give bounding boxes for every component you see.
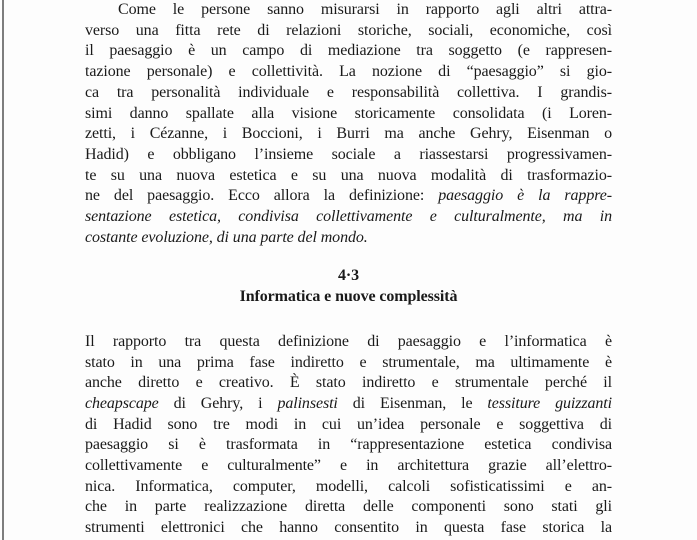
text-segment: anche diretto e creativo. È stato indiretto e strumentale perché il <box>85 374 612 392</box>
text-line <box>85 497 612 518</box>
paragraph-definizione-paesaggio <box>85 0 612 248</box>
section-number: 4·3 <box>337 267 360 285</box>
text-segment: che in parte realizzazione diretta delle componenti sono stati gli <box>85 498 612 516</box>
text-line <box>85 166 612 187</box>
text-line <box>85 83 612 104</box>
text-line <box>85 0 612 21</box>
text-segment: simi danno spallate alla visione storicamente consolidata (i Loren- <box>85 104 612 122</box>
italic-text-segment: palinsesti <box>277 394 338 412</box>
text-line <box>85 415 612 436</box>
text-segment: te su una nuova estetica e su una nuova modalità di trasformazio- <box>85 166 612 184</box>
section-heading <box>85 266 612 307</box>
text-line <box>85 104 612 125</box>
text-line <box>85 477 612 498</box>
text-segment: di Gehry, i <box>158 394 278 412</box>
text-block <box>85 0 612 539</box>
section-title: Informatica e nuove complessità <box>239 288 458 306</box>
text-line <box>85 41 612 62</box>
text-segment: Il rapporto tra questa definizione di paesaggio e l’informatica è <box>85 332 612 350</box>
text-segment: di Hadid sono tre modi in cui un’idea personale e soggettiva di <box>85 415 612 433</box>
text-segment: ca tra personalità individuale e responsabilità collettiva. I grandis- <box>85 83 612 101</box>
text-line <box>85 394 612 415</box>
text-line <box>85 353 612 374</box>
text-line <box>85 124 612 145</box>
italic-text-segment: costante evoluzione, di una parte del mondo. <box>85 228 368 246</box>
text-segment: di Eisenman, le <box>337 394 488 412</box>
text-line <box>85 332 612 353</box>
text-segment: ne del paesaggio. Ecco allora la definizione: <box>85 187 439 205</box>
text-line <box>85 62 612 83</box>
text-line <box>85 373 612 394</box>
text-line <box>85 21 612 42</box>
text-segment: Hadid) e obbligano l’insieme sociale a riassestarsi progressivamen- <box>85 145 612 163</box>
text-segment: paesaggio si è trasformata in “rappresentazione estetica condivisa <box>85 436 612 454</box>
italic-text-segment: paesaggio è la rappre- <box>438 187 612 205</box>
text-segment: verso una fitta rete di relazioni storiche, sociali, economiche, così <box>85 21 612 39</box>
text-segment: zetti, i Cézanne, i Boccioni, i Burri ma anche Gehry, Eisenman o <box>85 125 612 143</box>
paragraph-informatica-complessita <box>85 332 612 539</box>
text-segment: strumenti elettronici che hanno consentito in questa fase storica la <box>85 519 612 537</box>
italic-text-segment: tessiture guizzanti <box>487 394 612 412</box>
text-line <box>85 228 612 249</box>
italic-text-segment: sentazione estetica, condivisa collettivamente e culturalmente, ma in <box>85 208 612 226</box>
text-segment: stato in una prima fase indiretto e strumentale, ma ultimamente è <box>85 353 612 371</box>
text-line <box>85 207 612 228</box>
text-segment: collettivamente e culturalmente” e in architettura grazie all’elettro- <box>85 457 612 475</box>
text-segment: Come le persone sanno misurarsi in rapporto agli altri attra- <box>118 1 612 18</box>
text-line <box>85 518 612 539</box>
text-line <box>85 435 612 456</box>
italic-text-segment: cheapscape <box>85 394 159 412</box>
text-line <box>85 145 612 166</box>
page-edge-scan-line <box>2 0 4 540</box>
text-segment: nica. Informatica, computer, modelli, calcoli sofisticatissimi e an- <box>85 477 612 495</box>
text-segment: il paesaggio è un campo di mediazione tra soggetto (e rappresen- <box>85 42 612 60</box>
text-line <box>85 456 612 477</box>
text-line <box>85 186 612 207</box>
text-segment: tazione personale) e collettività. La nozione di “paesaggio” si gio- <box>85 63 612 81</box>
